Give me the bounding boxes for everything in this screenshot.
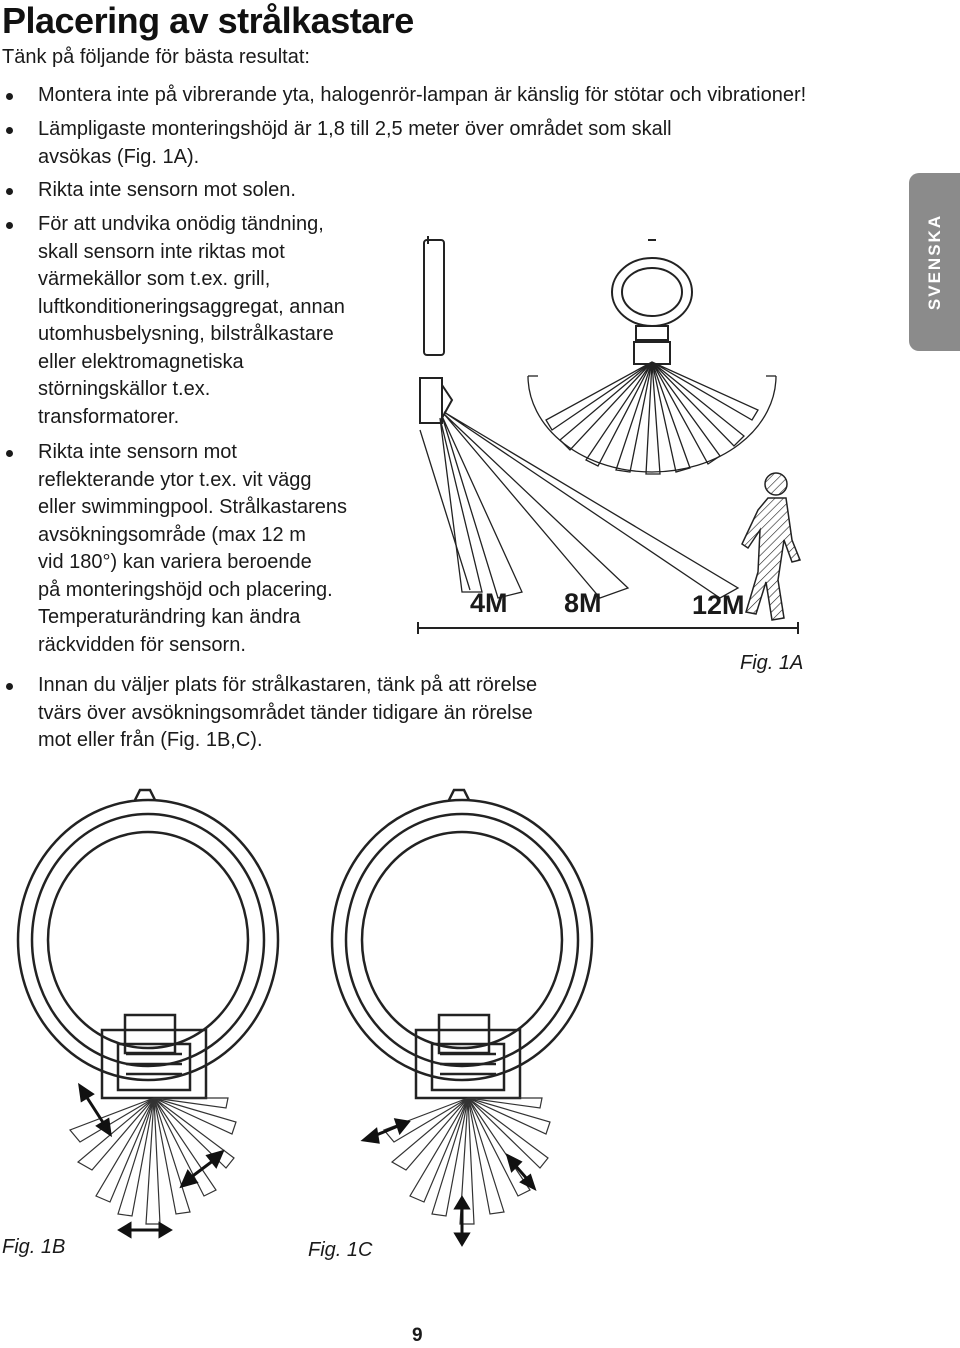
- bullet-line: Rikta inte sensorn mot: [38, 441, 237, 463]
- bullet-line: räckvidden för sensorn.: [38, 633, 246, 656]
- bullet-line: Rikta inte sensorn mot solen.: [38, 179, 296, 201]
- bullet-line: avsökas (Fig. 1A).: [38, 145, 200, 168]
- bullet-line: avsökningsområde (max 12 m: [38, 523, 306, 546]
- intro-text: Tänk på följande för bästa resultat:: [2, 46, 310, 68]
- page-number: 9: [412, 1325, 423, 1346]
- bullet-line: eller elektromagnetiska: [38, 350, 244, 373]
- bullet-line: tvärs över avsökningsområdet tänder tidigare än rörelse: [38, 701, 533, 724]
- bullet-line: transformatorer.: [38, 405, 180, 428]
- bullet-line: eller swimmingpool. Strålkastarens: [38, 496, 348, 518]
- figure-1c-arrows: [364, 1120, 534, 1244]
- bullet-line: vid 180°) kan variera beroende: [38, 551, 312, 573]
- bullet-line: störningskällor t.ex.: [38, 378, 211, 400]
- page-title: Placering av strålkastare: [2, 0, 414, 41]
- bullet-line: utomhusbelysning, bilstrålkastare: [38, 323, 334, 345]
- bullet-line: Temperaturändring kan ändra: [38, 606, 301, 628]
- bullet-line: mot eller från (Fig. 1B,C).: [38, 729, 263, 751]
- bullet-line: Montera inte på vibrerande yta, halogenrör-lampan är känslig för stötar och vibrationer!: [38, 84, 807, 106]
- distance-label-4m: 4M: [470, 588, 508, 618]
- figure-1c-caption: Fig. 1C: [308, 1239, 373, 1261]
- figure-1b-lamp: [18, 790, 278, 1098]
- figure-1a-caption: Fig. 1A: [740, 652, 804, 674]
- distance-label-12m: 12M: [692, 590, 745, 620]
- bullet-line: Lämpligaste monteringshöjd är 1,8 till 2,5 meter över området som skall: [38, 118, 672, 140]
- bullet-line: Innan du väljer plats för strålkastaren, tänk på att rörelse: [38, 674, 538, 696]
- bullet-line: värmekällor som t.ex. grill,: [38, 268, 271, 290]
- bullet-line: på monteringshöjd och placering.: [38, 578, 333, 601]
- bullet-line: För att undvika onödig tändning,: [38, 213, 324, 235]
- language-tab-label: SVENSKA: [924, 213, 944, 311]
- bullet-line: luftkonditioneringsaggregat, annan: [38, 295, 345, 318]
- bullet-line: skall sensorn inte riktas mot: [38, 240, 285, 263]
- bullet-line: reflekterande ytor t.ex. vit vägg: [38, 468, 312, 491]
- figure-1c-lamp: [332, 790, 592, 1098]
- figure-1b-caption: Fig. 1B: [2, 1236, 66, 1258]
- distance-label-8m: 8M: [564, 588, 602, 618]
